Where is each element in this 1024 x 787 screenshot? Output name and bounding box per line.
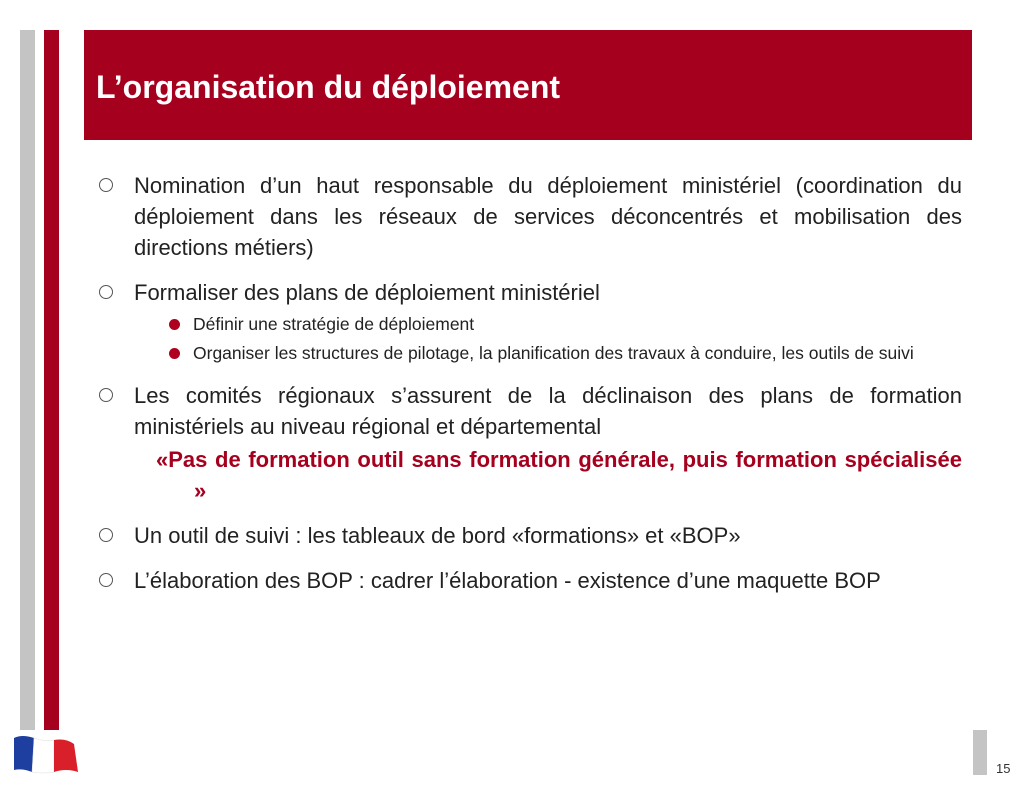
sub-bullet-text: Définir une stratégie de déploiement	[193, 314, 475, 334]
hollow-circle-icon	[99, 285, 113, 299]
red-dot-icon	[169, 319, 180, 330]
bullet-text: Les comités régionaux s’assurent de la déclinaison des plans de formation ministériels au niveau régional et départemental	[134, 383, 962, 439]
title-banner	[84, 30, 972, 140]
decorative-bar-grey	[20, 30, 35, 730]
bullet-text: Formaliser des plans de déploiement ministériel	[134, 280, 600, 305]
sub-list	[134, 312, 962, 366]
bullet-item	[96, 520, 962, 551]
highlight-quote: «Pas de formation outil sans formation générale, puis formation spécialisée »	[156, 447, 962, 503]
bullet-item	[96, 380, 962, 506]
bullet-text: Un outil de suivi : les tableaux de bord «formations» et «BOP»	[134, 523, 741, 548]
bullet-item	[96, 170, 962, 263]
page-number: 15	[996, 761, 1011, 776]
sub-bullet-text: Organiser les structures de pilotage, la planification des travaux à conduire, les outils de suivi	[193, 343, 914, 363]
bullet-text: Nomination d’un haut responsable du déploiement ministériel (coordination du déploiement dans les réseaux de services déconcentrés et mobilisation des directions métiers)	[134, 173, 962, 260]
french-flag-icon	[12, 732, 80, 774]
bullet-text: L’élaboration des BOP : cadrer l’élaboration - existence d’une maquette BOP	[134, 568, 881, 593]
hollow-circle-icon	[99, 178, 113, 192]
hollow-circle-icon	[99, 388, 113, 402]
bullet-item	[96, 277, 962, 366]
bullet-item	[96, 565, 962, 596]
decorative-bar-red	[44, 30, 59, 730]
hollow-circle-icon	[99, 528, 113, 542]
slide-title: L’organisation du déploiement	[96, 69, 561, 105]
decorative-corner-bar	[973, 730, 987, 775]
red-dot-icon	[169, 348, 180, 359]
sub-bullet-item	[96, 341, 962, 366]
hollow-circle-icon	[99, 573, 113, 587]
slide-content	[96, 170, 962, 610]
sub-bullet-item	[96, 312, 962, 337]
